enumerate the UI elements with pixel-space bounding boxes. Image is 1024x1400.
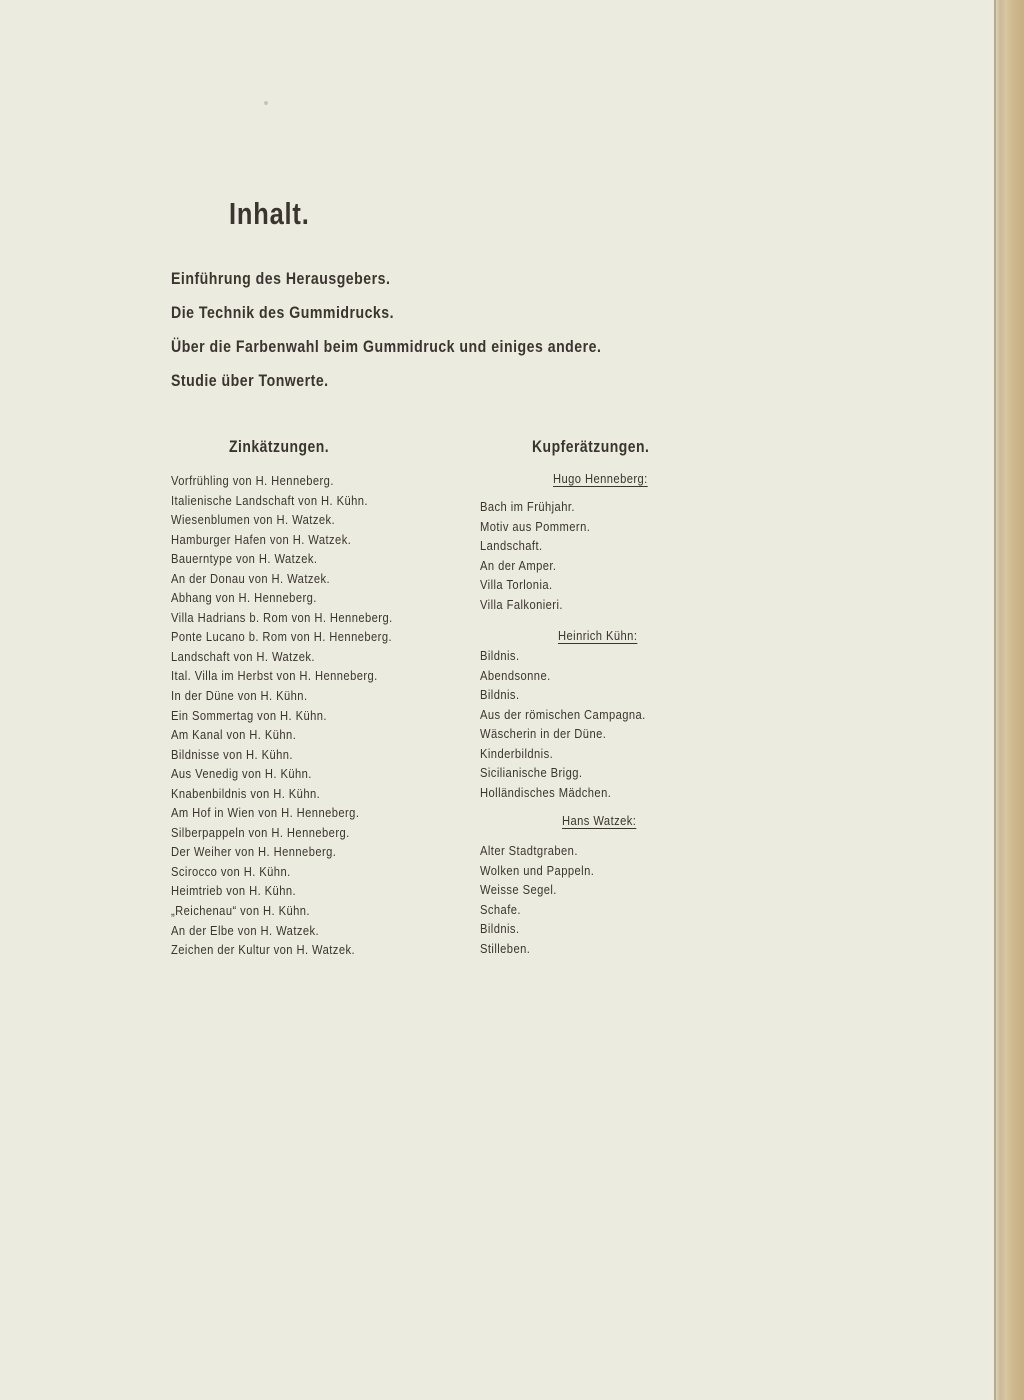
intro-item: Die Technik des Gummidrucks. <box>171 303 395 322</box>
list-item: Villa Hadrians b. Rom von H. Henneberg. <box>171 609 393 625</box>
kupferaetzungen-heading: Kupferätzungen. <box>532 437 650 456</box>
heinrich-kuehn-list <box>480 646 673 802</box>
list-item: Motiv aus Pommern. <box>480 518 591 534</box>
list-item: Alter Stadtgraben. <box>480 843 578 858</box>
list-item: Wiesenblumen von H. Watzek. <box>171 512 336 528</box>
list-item: Hamburger Hafen von H. Watzek. <box>171 531 352 547</box>
list-item: Landschaft von H. Watzek. <box>171 648 315 664</box>
list-item: Ein Sommertag von H. Kühn. <box>171 707 327 723</box>
list-item: Wolken und Pappeln. <box>480 862 595 878</box>
list-item: Holländisches Mädchen. <box>480 784 612 800</box>
list-item: Zeichen der Kultur von H. Watzek. <box>171 942 356 958</box>
list-item: Landschaft. <box>480 538 543 554</box>
list-item: Bach im Frühjahr. <box>480 499 575 514</box>
zinkaetzungen-list <box>171 471 429 960</box>
list-item: An der Amper. <box>480 557 557 573</box>
list-item: Ponte Lucano b. Rom von H. Henneberg. <box>171 629 393 645</box>
page-title: Inhalt. <box>229 196 310 231</box>
list-item: Vorfrühling von H. Henneberg. <box>171 473 334 488</box>
list-item: An der Donau von H. Watzek. <box>171 570 331 586</box>
intro-item: Studie über Tonwerte. <box>171 371 329 390</box>
list-item: Sicilianische Brigg. <box>480 765 583 781</box>
paper-speck <box>264 101 268 105</box>
list-item: Aus der römischen Campagna. <box>480 706 646 722</box>
list-item: Villa Falkonieri. <box>480 596 563 612</box>
list-item: Abendsonne. <box>480 667 551 683</box>
list-item: Knabenbildnis von H. Kühn. <box>171 785 321 801</box>
intro-list <box>171 262 690 398</box>
list-item: Weisse Segel. <box>480 882 557 898</box>
list-item: Der Weiher von H. Henneberg. <box>171 844 337 860</box>
hans-watzek-list <box>480 841 613 958</box>
list-item: Kinderbildnis. <box>480 745 554 761</box>
hugo-henneberg-list <box>480 497 608 614</box>
list-item: Villa Torlonia. <box>480 577 553 593</box>
list-item: Ital. Villa im Herbst von H. Henneberg. <box>171 668 378 684</box>
list-item: „Reichenau“ von H. Kühn. <box>171 903 310 919</box>
artist-heading-hans-watzek: Hans Watzek: <box>562 813 637 828</box>
list-item: Bildnis. <box>480 687 520 703</box>
artist-heading-heinrich-kuehn: Heinrich Kühn: <box>558 628 638 643</box>
intro-item: Über die Farbenwahl beim Gummidruck und einiges andere. <box>171 337 602 356</box>
list-item: Bildnis. <box>480 921 520 937</box>
list-item: Italienische Landschaft von H. Kühn. <box>171 492 368 508</box>
list-item: Silberpappeln von H. Henneberg. <box>171 824 350 840</box>
list-item: Am Hof in Wien von H. Henneberg. <box>171 805 360 821</box>
list-item: Bildnisse von H. Kühn. <box>171 746 293 762</box>
list-item: In der Düne von H. Kühn. <box>171 688 308 704</box>
list-item: Abhang von H. Henneberg. <box>171 590 317 606</box>
list-item: Am Kanal von H. Kühn. <box>171 727 297 743</box>
list-item: Heimtrieb von H. Kühn. <box>171 883 297 899</box>
list-item: Scirocco von H. Kühn. <box>171 863 291 879</box>
intro-item: Einführung des Herausgebers. <box>171 269 391 288</box>
page-edge <box>994 0 1024 1400</box>
list-item: An der Elbe von H. Watzek. <box>171 922 320 938</box>
list-item: Bauerntype von H. Watzek. <box>171 551 318 567</box>
list-item: Stilleben. <box>480 940 531 956</box>
artist-heading-hugo-henneberg: Hugo Henneberg: <box>553 471 648 486</box>
list-item: Bildnis. <box>480 648 520 663</box>
list-item: Schafe. <box>480 901 521 917</box>
zinkaetzungen-heading: Zinkätzungen. <box>229 437 330 456</box>
list-item: Aus Venedig von H. Kühn. <box>171 766 312 782</box>
list-item: Wäscherin in der Düne. <box>480 726 607 742</box>
